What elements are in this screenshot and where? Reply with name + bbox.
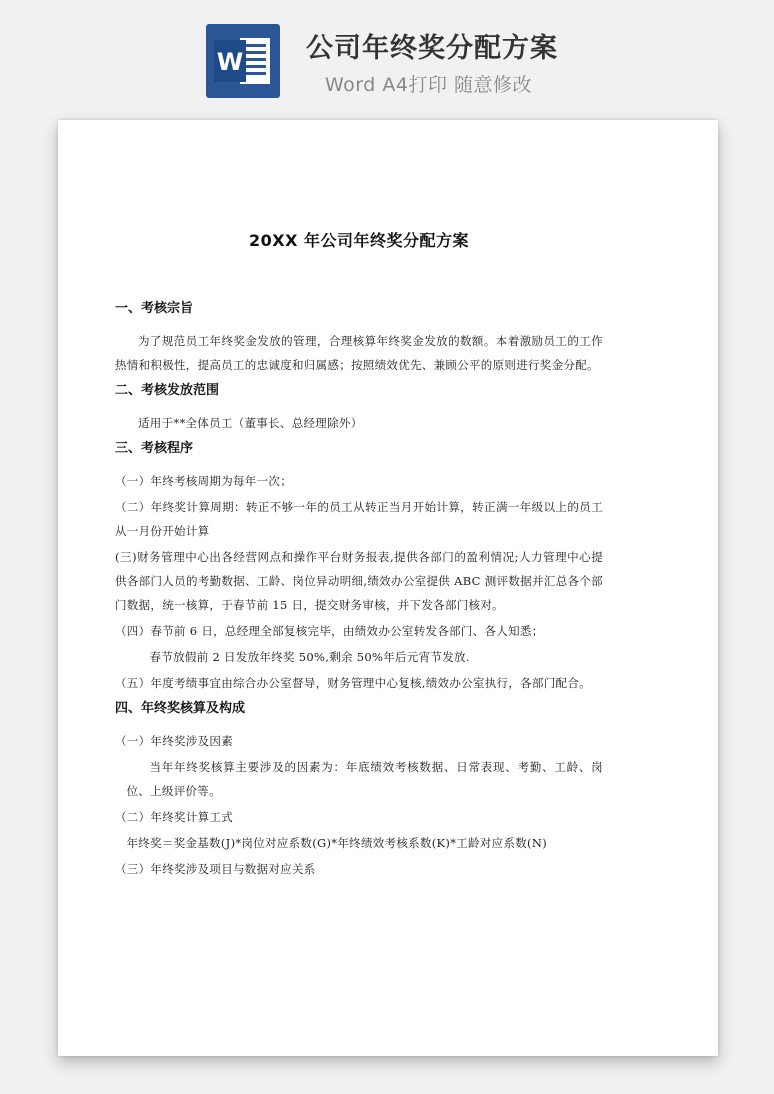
paragraph: （五）年度考绩事宜由综合办公室督导，财务管理中心复核,绩效办公室执行，各部门配合。	[115, 676, 591, 690]
paragraph: (三)财务管理中心出各经营网点和操作平台财务报表,提供各部门的盈利情况;人力管理中心提供各部门人员的考勤数据、工龄、岗位异动明细,绩效办公室提供 ABC 测评数据并汇总各个部门数据，统一核算，于春节前 15 日，提交财务审核，并下发各部门核对。	[115, 550, 603, 612]
paragraph: （三）年终奖涉及项目与数据对应关系	[115, 862, 316, 876]
paragraph: 年终奖＝奖金基数(J)*岗位对应系数(G)*年终绩效考核系数(K)*工龄对应系数(N)	[126, 836, 547, 850]
banner-title: 公司年终奖分配方案	[306, 33, 558, 64]
document-content	[115, 228, 603, 883]
paragraph: （一）年终奖涉及因素	[115, 734, 233, 748]
paragraph: （四）春节前 6 日，总经理全部复核完毕，由绩效办公室转发各部门、各人知悉；	[115, 624, 544, 638]
section-heading: 三、考核程序	[115, 441, 194, 456]
banner	[0, 0, 774, 110]
section-heading: 四、年终奖核算及构成	[115, 701, 246, 716]
section-heading: 一、考核宗旨	[115, 301, 194, 316]
paragraph: 当年年终奖核算主要涉及的因素为：年底绩效考核数据、日常表现、考勤、工龄、岗位、上级评价等。	[126, 760, 603, 798]
paragraph: 为了规范员工年终奖金发放的管理，合理核算年终奖金发放的数额。本着激励员工的工作热情和积极性，提高员工的忠诚度和归属感；按照绩效优先、兼顾公平的原则进行奖金分配。	[115, 334, 603, 372]
paragraph: （一）年终考核周期为每年一次；	[115, 474, 292, 488]
banner-subtitle: Word A4打印 随意修改	[325, 74, 533, 96]
paragraph: （二）年终奖计算工式	[115, 810, 233, 824]
word-logo-letter: W	[216, 48, 244, 76]
document-title: 20XX 年公司年终奖分配方案	[248, 231, 469, 250]
paragraph: 春节放假前 2 日发放年终奖 50%,剩余 50%年后元宵节发放.	[149, 650, 470, 664]
section-heading: 二、考核发放范围	[115, 383, 220, 398]
paragraph: 适用于**全体员工（董事长、总经理除外）	[138, 416, 363, 430]
paragraph: （二）年终奖计算周期：转正不够一年的员工从转正当月开始计算，转正满一年级以上的员工从一月份开始计算	[115, 500, 603, 538]
word-document-icon	[206, 24, 280, 98]
